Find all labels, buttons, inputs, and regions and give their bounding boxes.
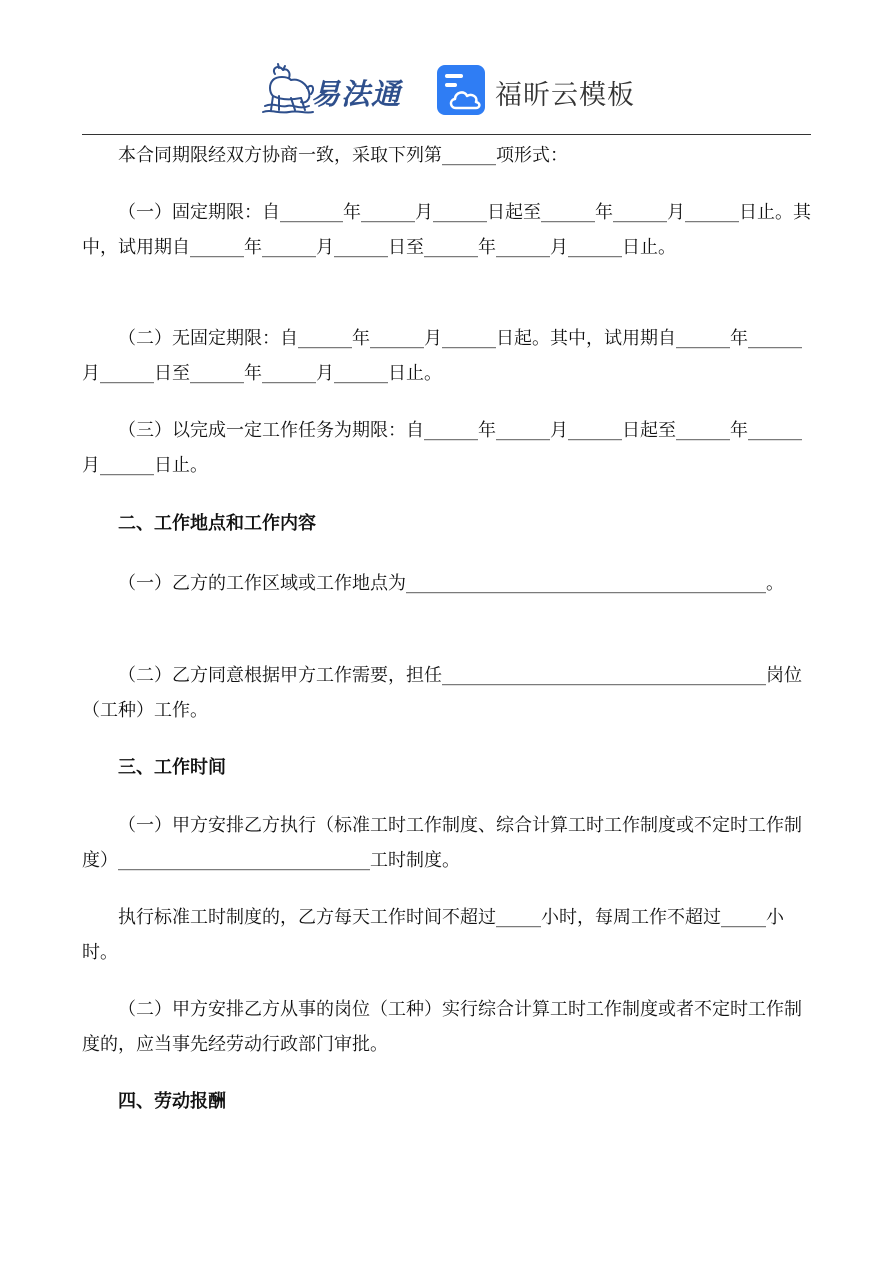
section-heading-work-time: 三、工作时间: [118, 757, 226, 778]
open-term-paragraph: （二）无固定期限：自______年______月______日起。其中，试用期自______年______月______日至______年______月______日止。: [82, 328, 802, 384]
cloud-template-icon: [436, 64, 486, 116]
section-heading-work-place: 二、工作地点和工作内容: [118, 513, 316, 534]
page-header: [0, 58, 893, 124]
work-location-paragraph: （一）乙方的工作区域或工作地点为________________________________________。: [118, 573, 784, 594]
section-heading-remuneration: 四、劳动报酬: [118, 1091, 226, 1112]
yifatong-logo: [261, 62, 413, 118]
standard-hours-paragraph: 执行标准工时制度的，乙方每天工作时间不超过_____小时，每周工作不超过_____小时。: [82, 907, 784, 963]
foxit-logo-text: 福昕云模板: [495, 80, 635, 111]
term-options-paragraph: 本合同期限经双方协商一致，采取下列第______项形式：: [118, 145, 568, 166]
foxit-logo: [436, 64, 636, 116]
working-hours-system-paragraph: （一）甲方安排乙方执行（标准工时工作制度、综合计算工时工作制度或不定时工作制度）____________________________工时制度。: [82, 815, 802, 871]
fixed-term-paragraph: （一）固定期限：自_______年______月______日起至______年______月______日止。其中，试用期自______年______月______日至______年______月______日止。: [82, 202, 811, 258]
special-hours-approval-paragraph: （二）甲方安排乙方从事的岗位（工种）实行综合计算工时工作制度或者不定时工作制度的，应当事先经劳动行政部门审批。: [82, 999, 802, 1055]
task-term-paragraph: （三）以完成一定工作任务为期限：自______年______月______日起至______年______月______日止。: [82, 420, 802, 476]
qilin-icon: [261, 62, 317, 118]
job-position-paragraph: （二）乙方同意根据甲方工作需要，担任____________________________________岗位（工种）工作。: [82, 665, 802, 721]
yifatong-logo-text: 易法通: [311, 77, 402, 111]
header-divider: [82, 134, 811, 135]
